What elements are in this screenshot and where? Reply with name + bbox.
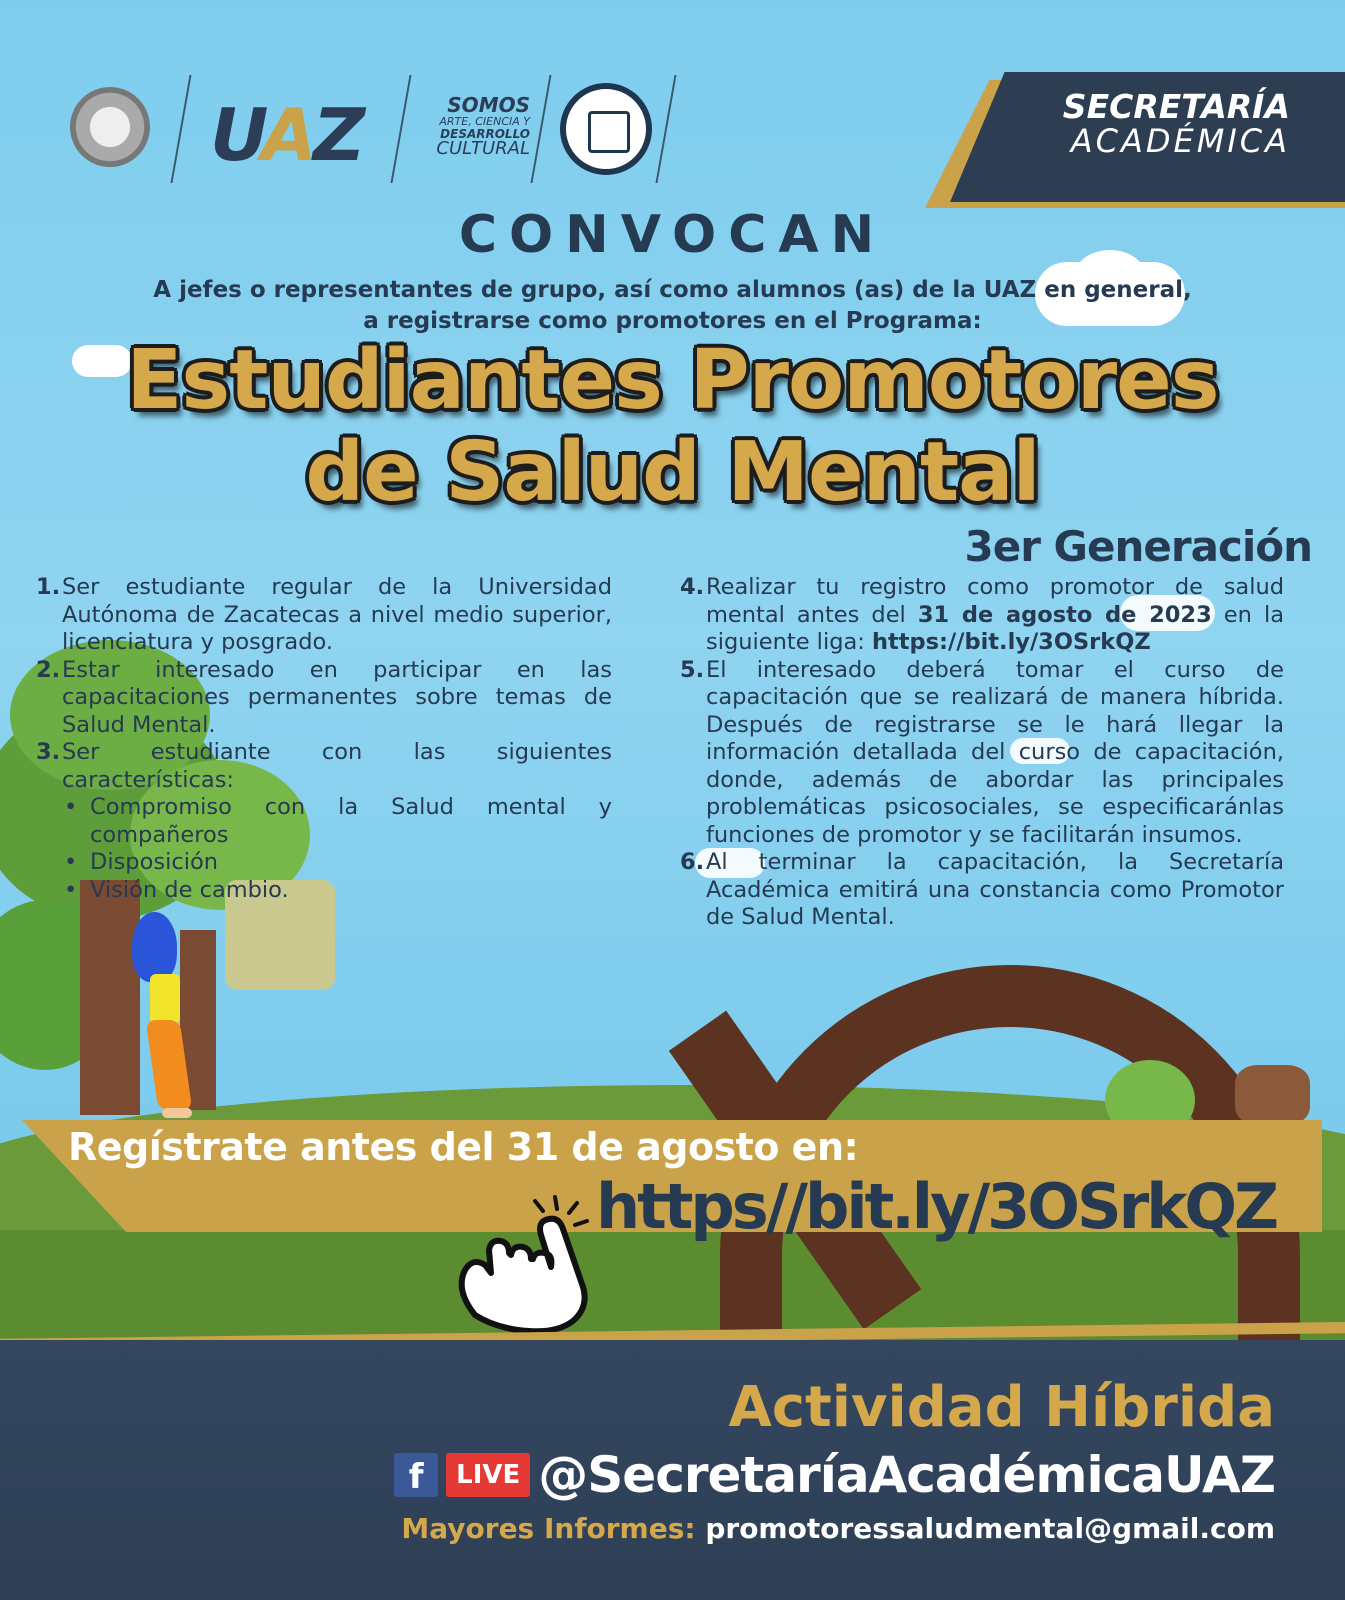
list-item: 6. Al terminar la capacitación, la Secretaría Académica emitirá una constancia como Promotor de Salud Mental. <box>680 849 1284 930</box>
registration-link[interactable]: https://bit.ly/3OSrkQZ <box>872 629 1151 655</box>
uaz-logo: UAZ <box>210 93 362 177</box>
rock <box>1235 1065 1310 1125</box>
program-title: Estudiantes Promotores de Salud Mental <box>126 333 1219 520</box>
divider <box>530 75 551 183</box>
divider <box>655 75 676 183</box>
requirements-left <box>36 574 612 904</box>
intro-text: A jefes o representantes de grupo, así como alumnos (as) de la UAZ en general, a registrarse como promotores en el Programa: <box>153 277 1192 334</box>
contact-info: Mayores Informes: promotoressaludmental@gmail.com <box>401 1512 1275 1545</box>
activity-label: Actividad Híbrida <box>728 1375 1275 1440</box>
live-badge: LIVE <box>446 1453 530 1497</box>
divider <box>170 75 191 183</box>
characteristic-item: • Disposición <box>36 849 612 877</box>
contact-email[interactable]: promotoressaludmental@gmail.com <box>705 1512 1275 1545</box>
list-item: 2. Estar interesado en participar en las capacitaciones permanentes sobre temas de Salud Mental. <box>36 656 612 738</box>
list-item: 4. Realizar tu registro como promotor de salud mental antes del 31 de agosto de 2023 en la siguiente liga: https://bit.ly/3OSrkQZ <box>680 574 1284 655</box>
divider <box>390 75 411 183</box>
list-item: 1. Ser estudiante regular de la Universidad Autónoma de Zacatecas a nivel medio superior, licenciatura y posgrado. <box>36 574 612 655</box>
secretaria-label: SECRETARÍA ACADÉMICA <box>1062 87 1290 160</box>
register-text: Regístrate antes del 31 de agosto en: <box>68 1125 859 1169</box>
generation-label: 3er Generación <box>964 522 1312 571</box>
facebook-icon: f <box>394 1453 438 1497</box>
characteristic-item: • Visión de cambio. <box>36 877 612 905</box>
list-item: 3. Ser estudiante con las siguientes características: <box>36 739 612 793</box>
tree-trunk <box>80 880 140 1115</box>
social-row <box>394 1445 1275 1505</box>
list-item: 5. El interesado deberá tomar el curso de capacitación que se realizará de manera híbrida. Después de registrarse se le hará llegar la información detallada del curso de capacitación, donde, además de abordar las principales problemáticas psicosociales, se especificaránlas funciones de promotor y se facilitarán insumos. <box>680 656 1284 848</box>
academic-unit-logo <box>560 83 652 175</box>
requirements-right <box>680 574 1284 932</box>
social-handle[interactable]: @SecretaríaAcadémicaUAZ <box>538 1446 1275 1504</box>
register-url[interactable]: https//bit.ly/3OSrkQZ <box>596 1170 1277 1243</box>
convocan-heading: CONVOCAN <box>458 205 887 265</box>
university-seal-logo <box>70 87 150 167</box>
somos-logo: SOMOS ARTE, CIENCIA Y DESARROLLO CULTURAL <box>436 93 530 160</box>
characteristic-item: • Compromiso con la Salud mental y compañeros <box>36 794 612 849</box>
partner-logos <box>60 75 700 185</box>
woman-figure <box>132 912 212 1122</box>
pointing-hand-icon <box>445 1195 595 1335</box>
